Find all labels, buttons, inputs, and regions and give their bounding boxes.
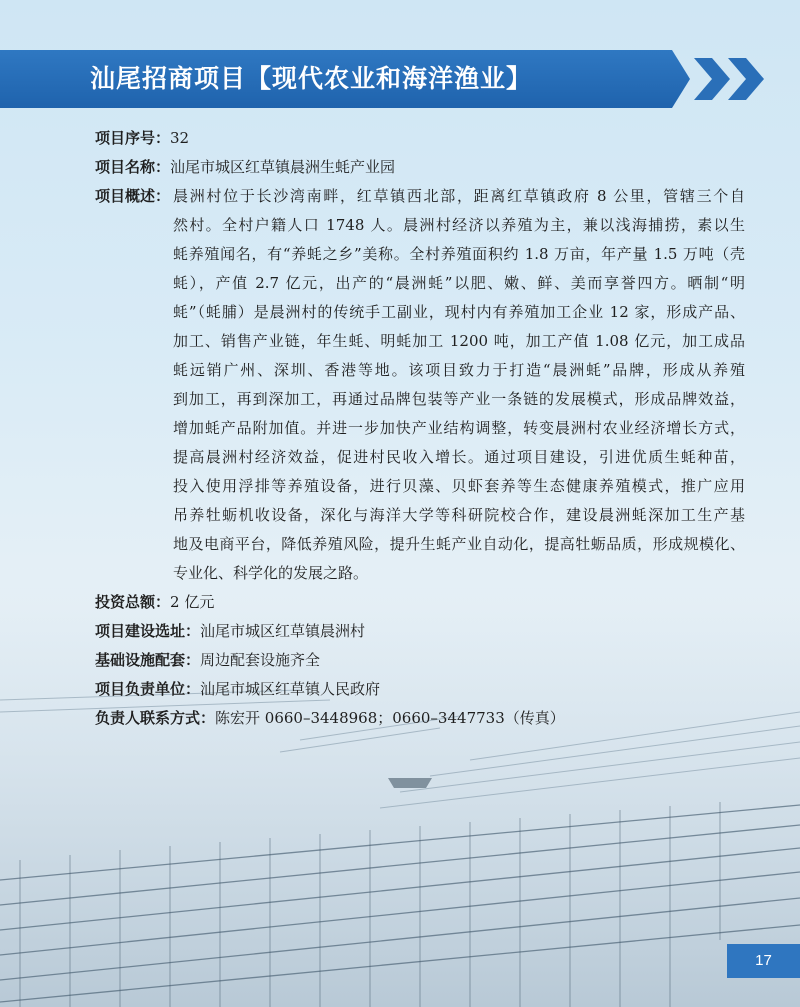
site-label: 项目建设选址：	[95, 622, 201, 640]
overview-line: 投入使用浮排等养殖设备，进行贝藻、贝虾套养等生态健康养殖模式，推广应用	[173, 477, 745, 495]
overview-line: 蚝”（蚝脯）是晨洲村的传统手工副业，现村内有养殖加工企业 12 家，形成产品、	[173, 303, 745, 321]
owner-row	[95, 675, 745, 704]
overview-line: 加工、销售产业链，年生蚝、明蚝加工 1200 吨，加工产值 1.08 亿元，加工成品	[173, 332, 745, 350]
infrastructure-label: 基础设施配套：	[95, 651, 201, 669]
investment-value: 2 亿元	[170, 593, 215, 611]
overview-line: 到加工，再到深加工，再通过品牌包装等产业一条链的发展模式，形成品牌效益，	[173, 390, 745, 408]
owner-value: 汕尾市城区红草镇人民政府	[200, 680, 381, 698]
contact-label: 负责人联系方式：	[95, 709, 216, 727]
investment-label: 投资总额：	[95, 593, 171, 611]
page-title: 汕尾招商项目【现代农业和海洋渔业】	[90, 64, 533, 93]
contact-row	[95, 704, 745, 733]
project-name-row	[95, 153, 745, 182]
overview-line: 吊养牡蛎机收设备，深化与海洋大学等科研院校合作，建设晨洲蚝深加工生产基	[173, 506, 745, 524]
project-overview-text	[173, 182, 745, 588]
overview-line: 地及电商平台，降低养殖风险，提升生蚝产业自动化，提高牡蛎品质，形成规模化、	[173, 535, 745, 553]
site-row	[95, 617, 745, 646]
page-number: 17	[755, 952, 772, 969]
overview-line: 专业化、科学化的发展之路。	[173, 564, 369, 582]
double-chevron-right-icon	[690, 54, 770, 104]
overview-line: 提高晨洲村经济效益，促进村民收入增长。通过项目建设，引进优质生蚝种苗，	[173, 448, 745, 466]
project-serial-label: 项目序号：	[95, 129, 171, 147]
contact-value: 陈宏开 0660–3448968；0660–3447733（传真）	[215, 709, 565, 727]
project-overview-label: 项目概述：	[95, 187, 171, 205]
site-value: 汕尾市城区红草镇晨洲村	[200, 622, 366, 640]
owner-label: 项目负责单位：	[95, 680, 201, 698]
investment-row	[95, 588, 745, 617]
project-name-value: 汕尾市城区红草镇晨洲生蚝产业园	[170, 158, 396, 176]
infrastructure-value: 周边配套设施齐全	[200, 651, 321, 669]
infrastructure-row	[95, 646, 745, 675]
project-details	[95, 124, 745, 733]
overview-line: 增加蚝产品附加值。并进一步加快产业结构调整，转变晨洲村农业经济增长方式，	[173, 419, 745, 437]
project-serial-value: 32	[170, 129, 190, 147]
project-overview	[95, 182, 745, 588]
project-name-label: 项目名称：	[95, 158, 171, 176]
overview-line: 然村。全村户籍人口 1748 人。晨洲村经济以养殖为主，兼以浅海捕捞，素以生	[173, 216, 745, 234]
overview-line: 蚝养殖闻名，有“养蚝之乡”美称。全村养殖面积约 1.8 万亩，年产量 1.5 万吨（壳	[173, 245, 745, 263]
overview-line: 蚝），产值 2.7 亿元，出产的“晨洲蚝”以肥、嫩、鲜、美而享誉四方。晒制“明	[173, 274, 745, 292]
project-serial-row	[95, 124, 745, 153]
overview-line: 蚝远销广州、深圳、香港等地。该项目致力于打造“晨洲蚝”品牌，形成从养殖	[173, 361, 745, 379]
overview-line: 晨洲村位于长沙湾南畔，红草镇西北部，距离红草镇政府 8 公里，管辖三个自	[173, 187, 745, 205]
